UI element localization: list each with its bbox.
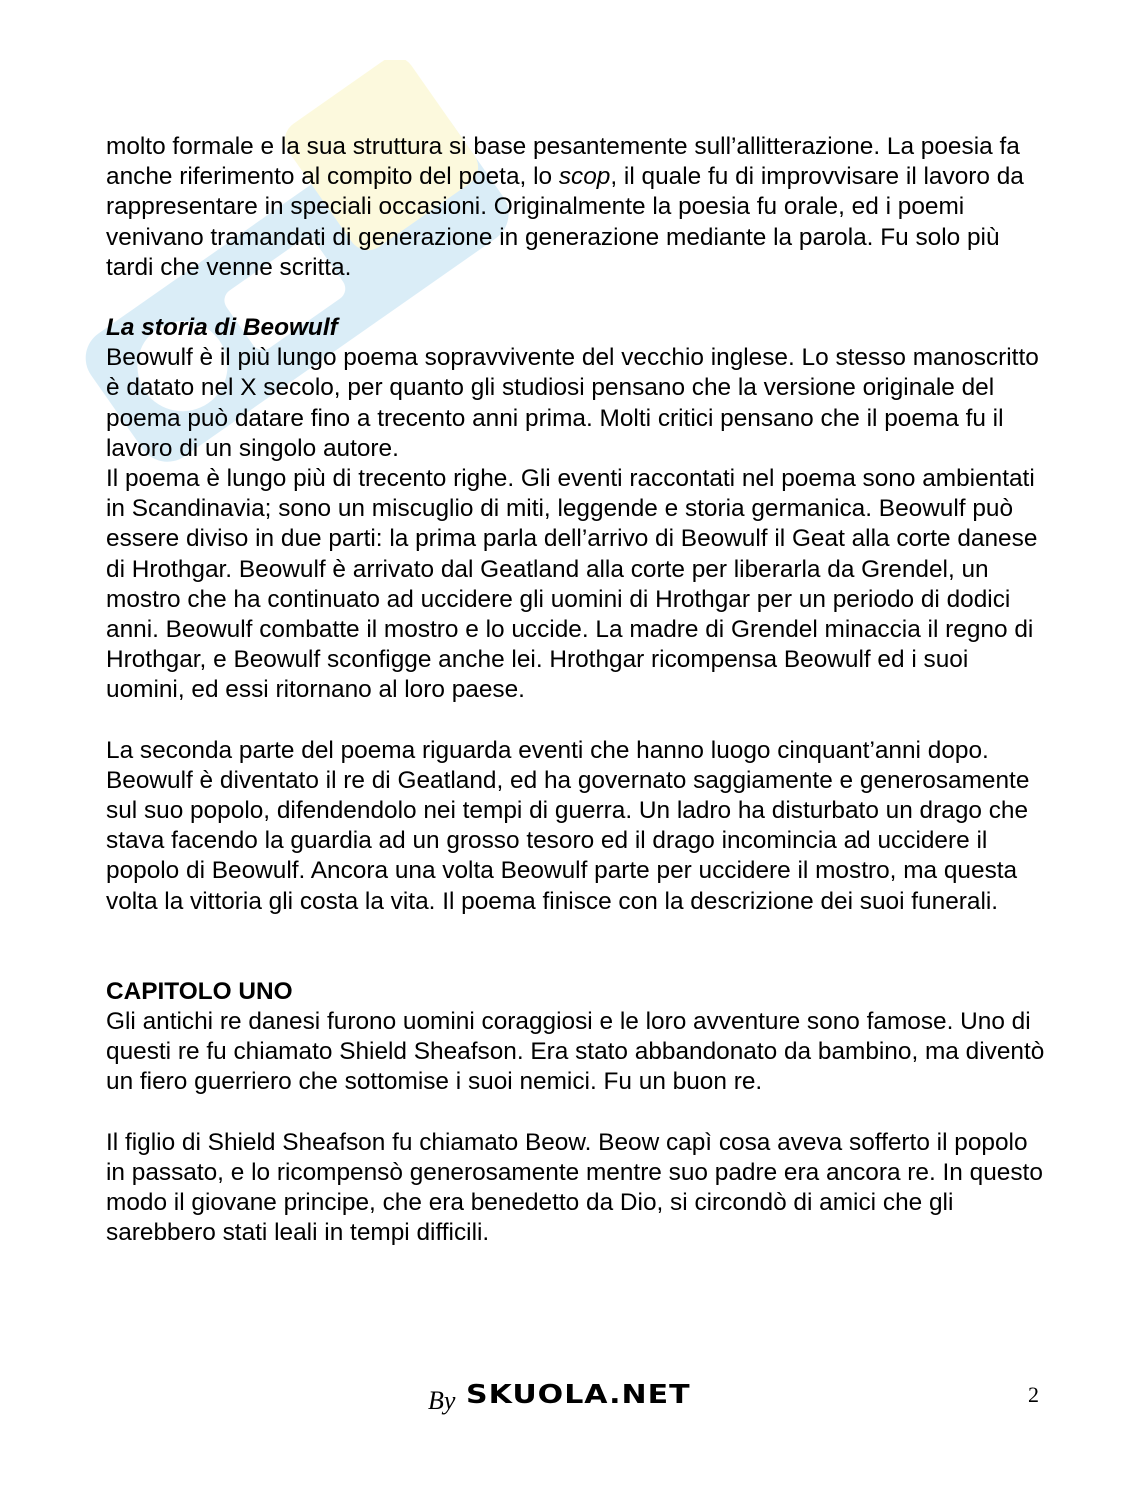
paragraph-storia-3: La seconda parte del poema riguarda eventi che hanno luogo cinquant’anni dopo. Beowulf è diventato il re di Geatland, ed ha governato saggiamente e generosamente sul suo popolo, difendendolo nei tempi di guerra. Un ladro ha disturbato un drago che stava facendo la guardia ad un grosso tesoro ed il drago incomincia ad uccidere il popolo di Beowulf. Ancora una volta Beowulf parte per uccidere il mostro, ma questa volta la vittoria gli costa la vita. Il poema finisce con la descrizione dei suoi funerali. <box>106 736 1030 915</box>
paragraph-storia-1: Beowulf è il più lungo poema sopravvivente del vecchio inglese. Lo stesso manoscritto è datato nel X secolo, per quanto gli studiosi pensano che la versione originale del poema può datare fino a trecento anni prima. Molti critici pensano che il poema fu il lavoro di un singolo autore. <box>106 344 1039 462</box>
document-body <box>106 132 1046 1249</box>
scop-term: scop <box>558 163 611 191</box>
footer-brand-logo: SKUOLA.NET <box>466 1380 691 1410</box>
paragraph-capitolo-1: Gli antichi re danesi furono uomini coraggiosi e le loro avventure sono famose. Uno di questi re fu chiamato Shield Sheafson. Era stato abbandonato da bambino, ma diventò un fiero guerriero che sottomise i suoi nemici. Fu un buon re. <box>106 1008 1045 1096</box>
paragraph-capitolo-2: Il figlio di Shield Sheafson fu chiamato Beow. Beow capì cosa aveva sofferto il popolo in passato, e lo ricompensò generosamente mentre suo padre era ancora re. In questo modo il giovane principe, che era benedetto da Dio, si circondò di amici che gli sarebbero stati leali in tempi difficili. <box>106 1128 1043 1247</box>
intro-paragraph: molto formale e la sua struttura si base pesantemente sull’allitterazione. La poesia fa anche riferimento al compito del poeta, lo scop, il quale fu di improvvisare il lavoro da rappresentare in speciali occasioni. Originalmente la poesia fu orale, ed i poemi venivano tramandati di generazione in generazione mediante la parola. Fu solo più tardi che venne scritta. <box>106 133 1024 281</box>
paragraph-storia-2: Il poema è lungo più di trecento righe. Gli eventi raccontati nel poema sono ambientati in Scandinavia; sono un miscuglio di miti, leggende e storia germanica. Beowulf può essere diviso in due parti: la prima parla dell’arrivo di Beowulf il Geat alla corte danese di Hrothgar. Beowulf è arrivato dal Geatland alla corte per liberarla da Grendel, un mostro che ha continuato ad uccidere gli uomini di Hrothgar per un periodo di dodici anni. Beowulf combatte il mostro e lo uccide. La madre di Grendel minaccia il regno di Hrothgar, e Beowulf sconfigge anche lei. Hrothgar ricompensa Beowulf ed i suoi uomini, ed essi ritornano al loro paese. <box>106 465 1038 704</box>
page-footer <box>0 1378 1148 1418</box>
footer-by: By <box>428 1386 456 1415</box>
section-heading-capitolo: CAPITOLO UNO <box>106 977 293 1005</box>
section-heading-storia: La storia di Beowulf <box>106 314 338 342</box>
page-number: 2 <box>1028 1382 1039 1407</box>
